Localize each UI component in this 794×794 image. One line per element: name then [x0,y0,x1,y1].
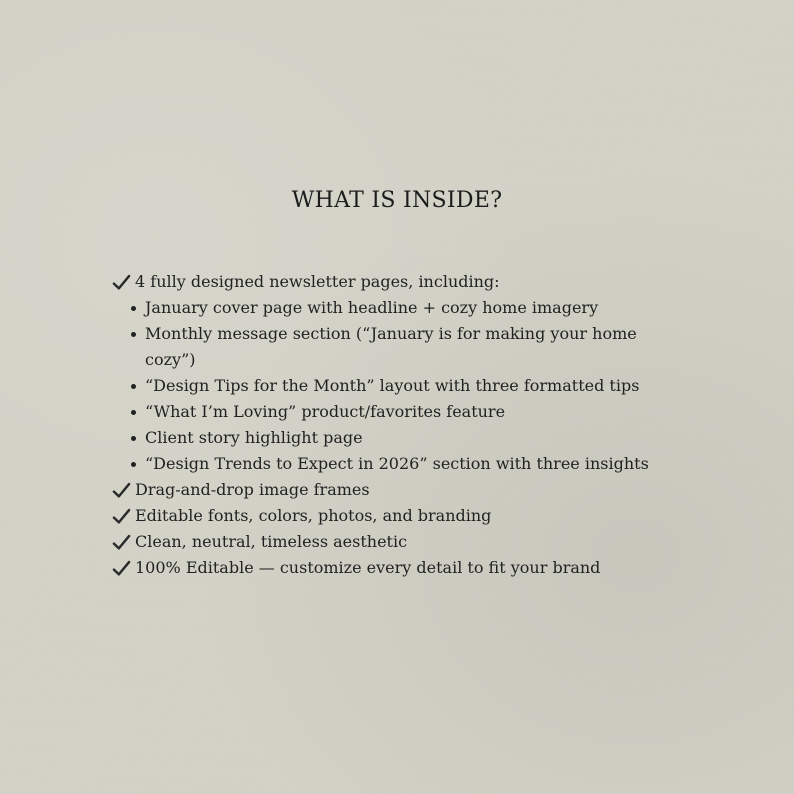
bullet-icon [130,425,145,451]
bullet-item-text: January cover page with headline + cozy home imagery [145,298,599,317]
bullet-icon [130,451,145,477]
check-icon [112,529,135,555]
checklist-item-text: Editable fonts, colors, photos, and branding [135,506,492,525]
bullet-item-text: “Design Trends to Expect in 2026” section with three insights [145,454,649,473]
checklist-item-text: 100% Editable — customize every detail to fit your brand [135,558,601,577]
bullet-item [112,321,672,373]
bullet-icon [130,373,145,399]
feature-list [112,269,672,581]
bullet-icon [130,321,145,347]
check-icon [112,503,135,529]
bullet-icon [130,295,145,321]
checklist-item-text: Clean, neutral, timeless aesthetic [135,532,408,551]
bullet-item [112,425,672,451]
bullet-item-text: “What I’m Loving” product/favorites feature [145,402,506,421]
bullet-item-text: Monthly message section (“January is for making your home cozy”) [145,324,637,369]
checklist-item [112,555,672,581]
checklist-item [112,503,672,529]
check-icon [112,269,135,295]
bullet-item-text: “Design Tips for the Month” layout with three formatted tips [145,376,640,395]
checklist-item [112,269,672,295]
checklist-item [112,477,672,503]
check-icon [112,555,135,581]
bullet-item [112,295,672,321]
bullet-item [112,373,672,399]
bullet-item [112,451,672,477]
checklist-item-text: Drag-and-drop image frames [135,480,370,499]
bullet-item-text: Client story highlight page [145,428,363,447]
check-icon [112,477,135,503]
page-title: WHAT IS INSIDE? [291,188,503,213]
checklist-item [112,529,672,555]
bullet-item [112,399,672,425]
bullet-icon [130,399,145,425]
checklist-item-text: 4 fully designed newsletter pages, including: [135,272,500,291]
